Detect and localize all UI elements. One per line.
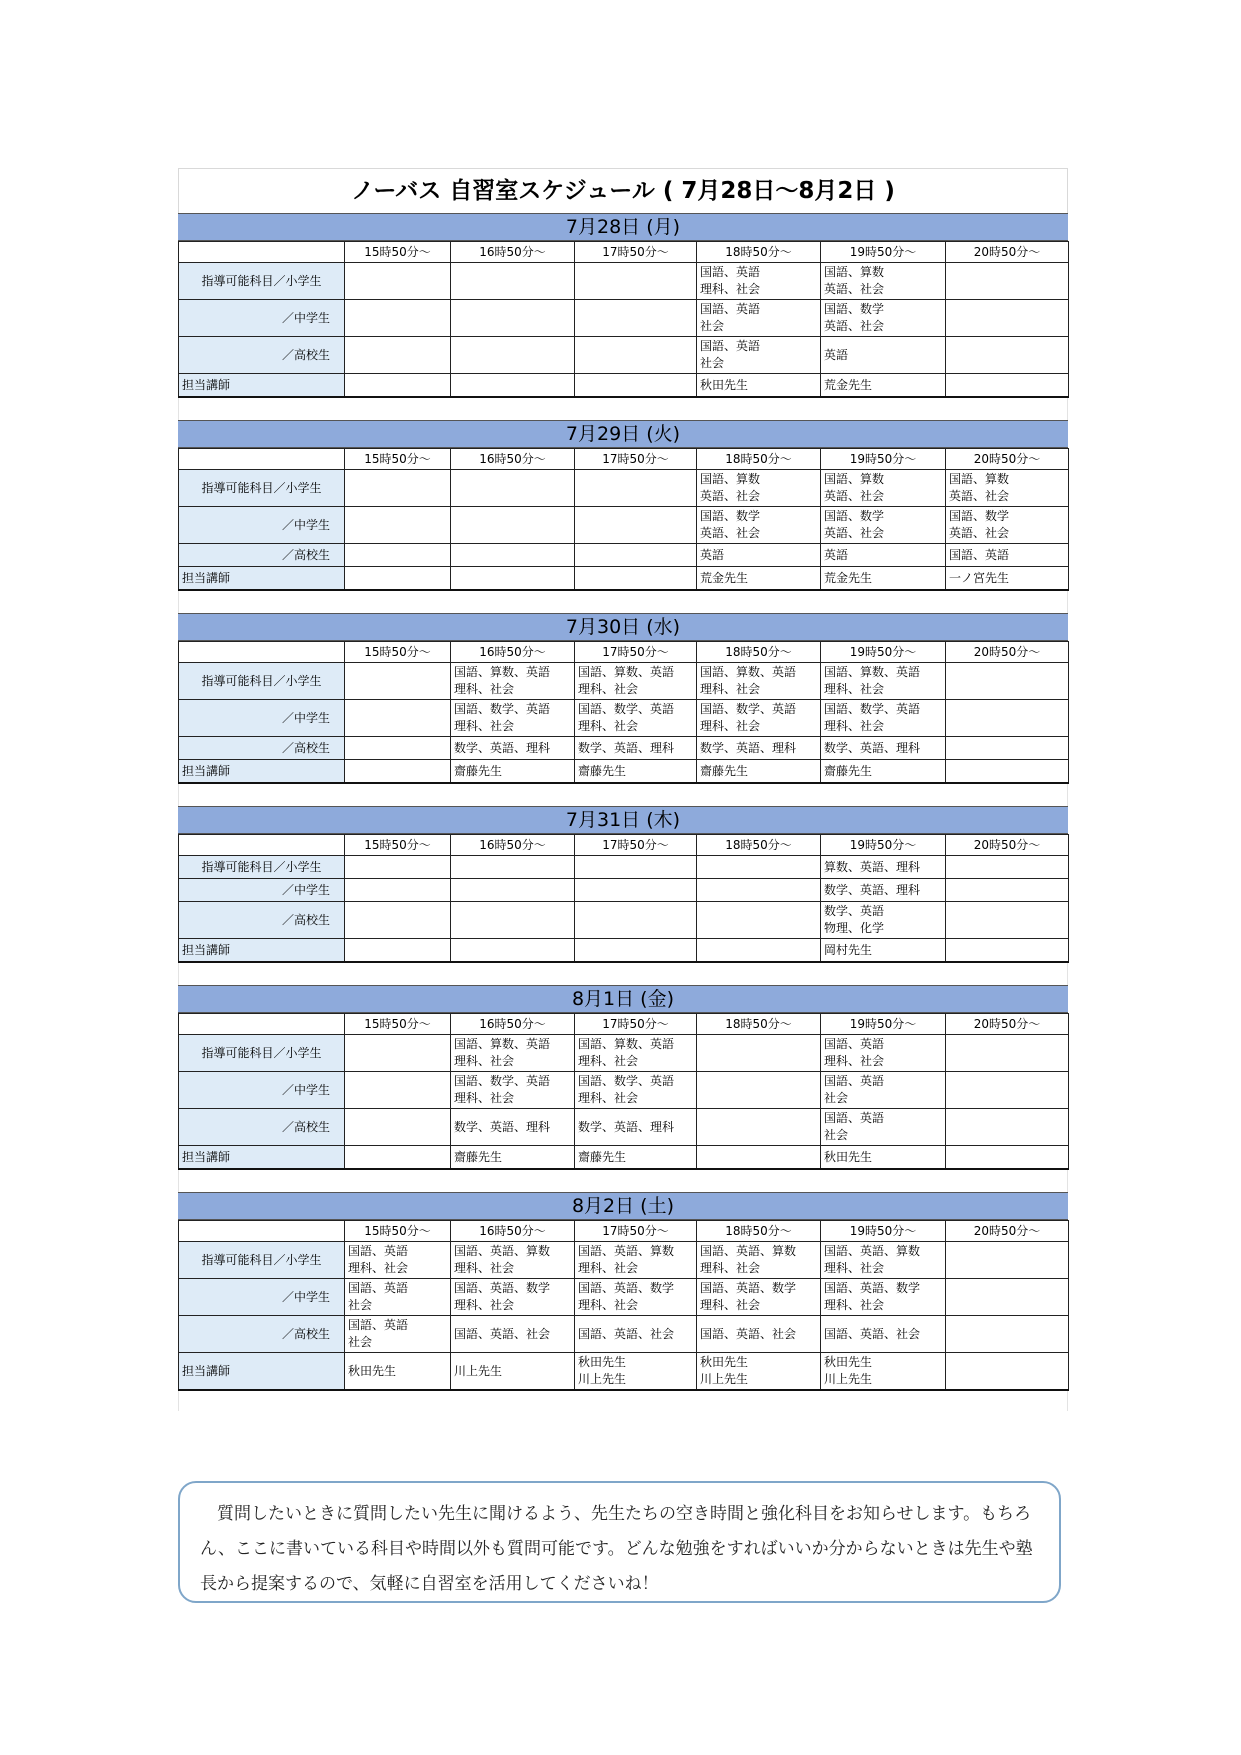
subject-cell (345, 507, 451, 544)
subject-cell: 数学、英語、理科 (451, 1109, 575, 1146)
time-slot-header: 17時50分～ (575, 642, 697, 663)
subject-cell: 国語、英語、社会 (575, 1316, 697, 1353)
subject-cell: 国語、英語、数学 理科、社会 (575, 1279, 697, 1316)
subject-cell (345, 263, 451, 300)
time-slot-header: 19時50分～ (821, 835, 946, 856)
subject-cell: 国語、数学 英語、社会 (697, 507, 821, 544)
time-slot-header: 16時50分～ (451, 1014, 575, 1035)
high-row (179, 1316, 1069, 1353)
row-label: ／高校生 (179, 1316, 345, 1353)
schedule-table (178, 641, 1069, 784)
day-list (178, 213, 1068, 1411)
subject-cell: 国語、算数、英語 理科、社会 (575, 1035, 697, 1072)
teacher-cell: 秋田先生 (345, 1353, 451, 1391)
subject-cell (345, 663, 451, 700)
row-label: ／中学生 (179, 1072, 345, 1109)
time-slot-header: 18時50分～ (697, 1221, 821, 1242)
day-block (178, 985, 1068, 1192)
subject-cell: 国語、算数、英語 理科、社会 (821, 663, 946, 700)
time-slot-header: 15時50分～ (345, 242, 451, 263)
middle-row (179, 700, 1069, 737)
subject-cell (345, 700, 451, 737)
subject-cell (451, 856, 575, 879)
subject-cell: 国語、英語 理科、社会 (697, 263, 821, 300)
teacher-cell (697, 1146, 821, 1170)
subject-cell: 英語 (821, 544, 946, 567)
subject-cell: 国語、算数 英語、社会 (697, 470, 821, 507)
teacher-cell (345, 760, 451, 784)
teacher-row (179, 1353, 1069, 1391)
spacer (178, 591, 1068, 613)
subject-cell (345, 337, 451, 374)
time-slot-header: 16時50分～ (451, 642, 575, 663)
subject-cell (345, 902, 451, 939)
elementary-row (179, 263, 1069, 300)
middle-row (179, 300, 1069, 337)
subject-cell: 国語、数学 英語、社会 (821, 507, 946, 544)
time-header-row (179, 642, 1069, 663)
teacher-cell (946, 374, 1069, 398)
time-slot-header: 17時50分～ (575, 449, 697, 470)
page-title: ノーバス 自習室スケジュール ( 7月28日～8月2日 ) (178, 168, 1068, 213)
spacer (178, 398, 1068, 420)
time-slot-header: 19時50分～ (821, 449, 946, 470)
subject-cell: 国語、数学、英語 理科、社会 (697, 700, 821, 737)
subject-cell (946, 337, 1069, 374)
schedule-table (178, 448, 1069, 591)
subject-cell (451, 507, 575, 544)
subject-cell: 国語、算数、英語 理科、社会 (697, 663, 821, 700)
subject-cell (345, 1072, 451, 1109)
corner-cell (179, 642, 345, 663)
row-label: ／中学生 (179, 700, 345, 737)
high-row (179, 337, 1069, 374)
row-label: 担当講師 (179, 567, 345, 591)
high-row (179, 1109, 1069, 1146)
subject-cell (575, 263, 697, 300)
elementary-row (179, 856, 1069, 879)
subject-cell: 国語、数学、英語 理科、社会 (575, 1072, 697, 1109)
subject-cell (946, 1072, 1069, 1109)
subject-cell (575, 337, 697, 374)
teacher-cell (345, 1146, 451, 1170)
teacher-cell: 秋田先生 (697, 374, 821, 398)
time-slot-header: 18時50分～ (697, 642, 821, 663)
subject-cell: 国語、英語、数学 理科、社会 (451, 1279, 575, 1316)
subject-cell: 国語、英語、算数 理科、社会 (697, 1242, 821, 1279)
corner-cell (179, 1014, 345, 1035)
row-label: 担当講師 (179, 374, 345, 398)
subject-cell: 数学、英語、理科 (451, 737, 575, 760)
teacher-cell (697, 939, 821, 963)
schedule-table (178, 1220, 1069, 1391)
subject-cell (697, 902, 821, 939)
subject-cell (697, 1035, 821, 1072)
teacher-cell (946, 1146, 1069, 1170)
subject-cell (946, 1109, 1069, 1146)
subject-cell (946, 1035, 1069, 1072)
subject-cell (946, 737, 1069, 760)
teacher-cell (575, 939, 697, 963)
teacher-cell (451, 374, 575, 398)
row-label: ／高校生 (179, 1109, 345, 1146)
subject-cell (345, 879, 451, 902)
spacer (178, 963, 1068, 985)
time-slot-header: 18時50分～ (697, 1014, 821, 1035)
time-slot-header: 20時50分～ (946, 835, 1069, 856)
subject-cell (946, 1279, 1069, 1316)
subject-cell: 国語、英語、算数 理科、社会 (575, 1242, 697, 1279)
subject-cell: 国語、英語、算数 理科、社会 (821, 1242, 946, 1279)
teacher-cell: 荒金先生 (697, 567, 821, 591)
subject-cell: 国語、英語 社会 (345, 1279, 451, 1316)
time-slot-header: 17時50分～ (575, 835, 697, 856)
subject-cell: 国語、英語、数学 理科、社会 (697, 1279, 821, 1316)
subject-cell: 国語、英語、社会 (451, 1316, 575, 1353)
teacher-cell: 齋藤先生 (451, 1146, 575, 1170)
subject-cell (345, 470, 451, 507)
time-slot-header: 18時50分～ (697, 242, 821, 263)
time-slot-header: 15時50分～ (345, 642, 451, 663)
row-label: ／中学生 (179, 879, 345, 902)
subject-cell (451, 544, 575, 567)
subject-cell (451, 902, 575, 939)
subject-cell: 数学、英語、理科 (821, 879, 946, 902)
subject-cell (946, 879, 1069, 902)
subject-cell: 国語、数学、英語 理科、社会 (451, 700, 575, 737)
teacher-cell: 齋藤先生 (697, 760, 821, 784)
row-label: 指導可能科目／小学生 (179, 263, 345, 300)
day-date-header: 7月31日 (木) (178, 806, 1068, 834)
row-label: 担当講師 (179, 1353, 345, 1391)
time-slot-header: 18時50分～ (697, 835, 821, 856)
teacher-cell: 荒金先生 (821, 567, 946, 591)
subject-cell (451, 470, 575, 507)
time-slot-header: 20時50分～ (946, 1221, 1069, 1242)
day-date-header: 7月30日 (水) (178, 613, 1068, 641)
time-slot-header: 20時50分～ (946, 242, 1069, 263)
time-slot-header: 17時50分～ (575, 1221, 697, 1242)
high-row (179, 544, 1069, 567)
row-label: ／高校生 (179, 737, 345, 760)
corner-cell (179, 1221, 345, 1242)
elementary-row (179, 663, 1069, 700)
spacer (178, 1391, 1068, 1411)
row-label: 指導可能科目／小学生 (179, 856, 345, 879)
teacher-cell (345, 939, 451, 963)
corner-cell (179, 242, 345, 263)
time-slot-header: 15時50分～ (345, 1014, 451, 1035)
schedule-table (178, 1013, 1069, 1170)
subject-cell: 国語、数学 英語、社会 (821, 300, 946, 337)
day-block (178, 613, 1068, 806)
row-label: 担当講師 (179, 939, 345, 963)
teacher-cell: 荒金先生 (821, 374, 946, 398)
subject-cell: 国語、英語 社会 (821, 1109, 946, 1146)
subject-cell (345, 1109, 451, 1146)
elementary-row (179, 470, 1069, 507)
corner-cell (179, 449, 345, 470)
teacher-row (179, 760, 1069, 784)
subject-cell: 国語、数学 英語、社会 (946, 507, 1069, 544)
schedule-table (178, 834, 1069, 963)
subject-cell: 国語、算数 英語、社会 (821, 263, 946, 300)
subject-cell: 英語 (697, 544, 821, 567)
row-label: 指導可能科目／小学生 (179, 663, 345, 700)
subject-cell (946, 300, 1069, 337)
subject-cell (575, 300, 697, 337)
teacher-cell (451, 567, 575, 591)
teacher-cell: 秋田先生 川上先生 (575, 1353, 697, 1391)
subject-cell (345, 856, 451, 879)
subject-cell: 国語、算数、英語 理科、社会 (451, 663, 575, 700)
time-slot-header: 16時50分～ (451, 449, 575, 470)
subject-cell: 国語、英語、算数 理科、社会 (451, 1242, 575, 1279)
subject-cell (575, 507, 697, 544)
teacher-cell: 齋藤先生 (821, 760, 946, 784)
teacher-row (179, 374, 1069, 398)
day-date-header: 7月29日 (火) (178, 420, 1068, 448)
notice-box (178, 1481, 1061, 1603)
teacher-cell: 秋田先生 (821, 1146, 946, 1170)
subject-cell: 国語、算数、英語 理科、社会 (451, 1035, 575, 1072)
time-header-row (179, 449, 1069, 470)
middle-row (179, 879, 1069, 902)
time-slot-header: 17時50分～ (575, 242, 697, 263)
subject-cell (946, 700, 1069, 737)
subject-cell (946, 856, 1069, 879)
corner-cell (179, 835, 345, 856)
schedule-table (178, 241, 1069, 398)
subject-cell (697, 1072, 821, 1109)
subject-cell: 数学、英語、理科 (575, 737, 697, 760)
subject-cell (946, 1316, 1069, 1353)
subject-cell: 国語、英語 社会 (697, 337, 821, 374)
teacher-cell: 齋藤先生 (575, 760, 697, 784)
row-label: ／中学生 (179, 507, 345, 544)
subject-cell: 国語、算数、英語 理科、社会 (575, 663, 697, 700)
subject-cell: 数学、英語、理科 (697, 737, 821, 760)
row-label: ／高校生 (179, 337, 345, 374)
subject-cell: 国語、英語 (946, 544, 1069, 567)
teacher-cell: 齋藤先生 (575, 1146, 697, 1170)
spacer (178, 784, 1068, 806)
time-slot-header: 18時50分～ (697, 449, 821, 470)
teacher-cell (345, 374, 451, 398)
subject-cell (345, 737, 451, 760)
subject-cell: 国語、英語、社会 (821, 1316, 946, 1353)
subject-cell: 数学、英語、理科 (575, 1109, 697, 1146)
subject-cell: 数学、英語 物理、化学 (821, 902, 946, 939)
row-label: 担当講師 (179, 760, 345, 784)
subject-cell (697, 856, 821, 879)
subject-cell (451, 337, 575, 374)
subject-cell (697, 1109, 821, 1146)
subject-cell (946, 263, 1069, 300)
teacher-cell: 一ノ宮先生 (946, 567, 1069, 591)
row-label: 指導可能科目／小学生 (179, 1035, 345, 1072)
row-label: ／高校生 (179, 544, 345, 567)
middle-row (179, 507, 1069, 544)
day-block (178, 420, 1068, 613)
teacher-cell: 秋田先生 川上先生 (821, 1353, 946, 1391)
time-slot-header: 17時50分～ (575, 1014, 697, 1035)
spacer (178, 1170, 1068, 1192)
teacher-cell: 岡村先生 (821, 939, 946, 963)
teacher-cell (946, 760, 1069, 784)
subject-cell: 国語、英語 社会 (697, 300, 821, 337)
subject-cell: 国語、英語 社会 (345, 1316, 451, 1353)
time-header-row (179, 835, 1069, 856)
subject-cell: 国語、英語 理科、社会 (345, 1242, 451, 1279)
time-slot-header: 15時50分～ (345, 835, 451, 856)
subject-cell (451, 263, 575, 300)
day-block (178, 1192, 1068, 1411)
day-date-header: 8月2日 (土) (178, 1192, 1068, 1220)
time-slot-header: 16時50分～ (451, 242, 575, 263)
subject-cell (575, 856, 697, 879)
subject-cell (451, 300, 575, 337)
teacher-row (179, 567, 1069, 591)
schedule-sheet (178, 168, 1068, 1411)
teacher-cell (575, 374, 697, 398)
subject-cell (697, 879, 821, 902)
time-slot-header: 20時50分～ (946, 449, 1069, 470)
subject-cell (946, 663, 1069, 700)
time-slot-header: 19時50分～ (821, 1014, 946, 1035)
teacher-cell (946, 1353, 1069, 1391)
time-slot-header: 16時50分～ (451, 835, 575, 856)
subject-cell (345, 300, 451, 337)
teacher-row (179, 1146, 1069, 1170)
middle-row (179, 1279, 1069, 1316)
row-label: 指導可能科目／小学生 (179, 470, 345, 507)
notice-text: 質問したいときに質問したい先生に聞けるよう、先生たちの空き時間と強化科目をお知らせします。もちろん、ここに書いている科目や時間以外も質問可能です。どんな勉強をすればいいか分からないときは先生や塾長から提案するので、気軽に自習室を活用してくださいね！ (200, 1504, 1033, 1594)
subject-cell: 国語、英語 理科、社会 (821, 1035, 946, 1072)
subject-cell (575, 902, 697, 939)
row-label: ／高校生 (179, 902, 345, 939)
day-block (178, 213, 1068, 420)
high-row (179, 737, 1069, 760)
subject-cell: 英語 (821, 337, 946, 374)
time-slot-header: 20時50分～ (946, 642, 1069, 663)
subject-cell (345, 1035, 451, 1072)
subject-cell (946, 1242, 1069, 1279)
teacher-cell: 齋藤先生 (451, 760, 575, 784)
subject-cell (946, 902, 1069, 939)
elementary-row (179, 1242, 1069, 1279)
subject-cell: 算数、英語、理科 (821, 856, 946, 879)
subject-cell: 国語、算数 英語、社会 (946, 470, 1069, 507)
subject-cell: 国語、数学、英語 理科、社会 (451, 1072, 575, 1109)
subject-cell: 国語、英語 社会 (821, 1072, 946, 1109)
teacher-cell: 秋田先生 川上先生 (697, 1353, 821, 1391)
day-block (178, 806, 1068, 985)
teacher-cell (946, 939, 1069, 963)
time-slot-header: 19時50分～ (821, 242, 946, 263)
time-slot-header: 20時50分～ (946, 1014, 1069, 1035)
subject-cell (575, 544, 697, 567)
teacher-cell (575, 567, 697, 591)
time-header-row (179, 1221, 1069, 1242)
subject-cell (575, 879, 697, 902)
row-label: ／中学生 (179, 300, 345, 337)
time-slot-header: 15時50分～ (345, 1221, 451, 1242)
teacher-cell (345, 567, 451, 591)
time-header-row (179, 1014, 1069, 1035)
row-label: 指導可能科目／小学生 (179, 1242, 345, 1279)
subject-cell: 国語、数学、英語 理科、社会 (575, 700, 697, 737)
teacher-cell: 川上先生 (451, 1353, 575, 1391)
row-label: 担当講師 (179, 1146, 345, 1170)
subject-cell: 国語、英語、数学 理科、社会 (821, 1279, 946, 1316)
time-header-row (179, 242, 1069, 263)
time-slot-header: 19時50分～ (821, 642, 946, 663)
subject-cell: 国語、数学、英語 理科、社会 (821, 700, 946, 737)
subject-cell: 数学、英語、理科 (821, 737, 946, 760)
subject-cell (451, 879, 575, 902)
teacher-cell (451, 939, 575, 963)
teacher-row (179, 939, 1069, 963)
subject-cell: 国語、英語、社会 (697, 1316, 821, 1353)
middle-row (179, 1072, 1069, 1109)
subject-cell (345, 544, 451, 567)
day-date-header: 8月1日 (金) (178, 985, 1068, 1013)
subject-cell (575, 470, 697, 507)
time-slot-header: 19時50分～ (821, 1221, 946, 1242)
time-slot-header: 15時50分～ (345, 449, 451, 470)
time-slot-header: 16時50分～ (451, 1221, 575, 1242)
elementary-row (179, 1035, 1069, 1072)
row-label: ／中学生 (179, 1279, 345, 1316)
day-date-header: 7月28日 (月) (178, 213, 1068, 241)
subject-cell: 国語、算数 英語、社会 (821, 470, 946, 507)
high-row (179, 902, 1069, 939)
